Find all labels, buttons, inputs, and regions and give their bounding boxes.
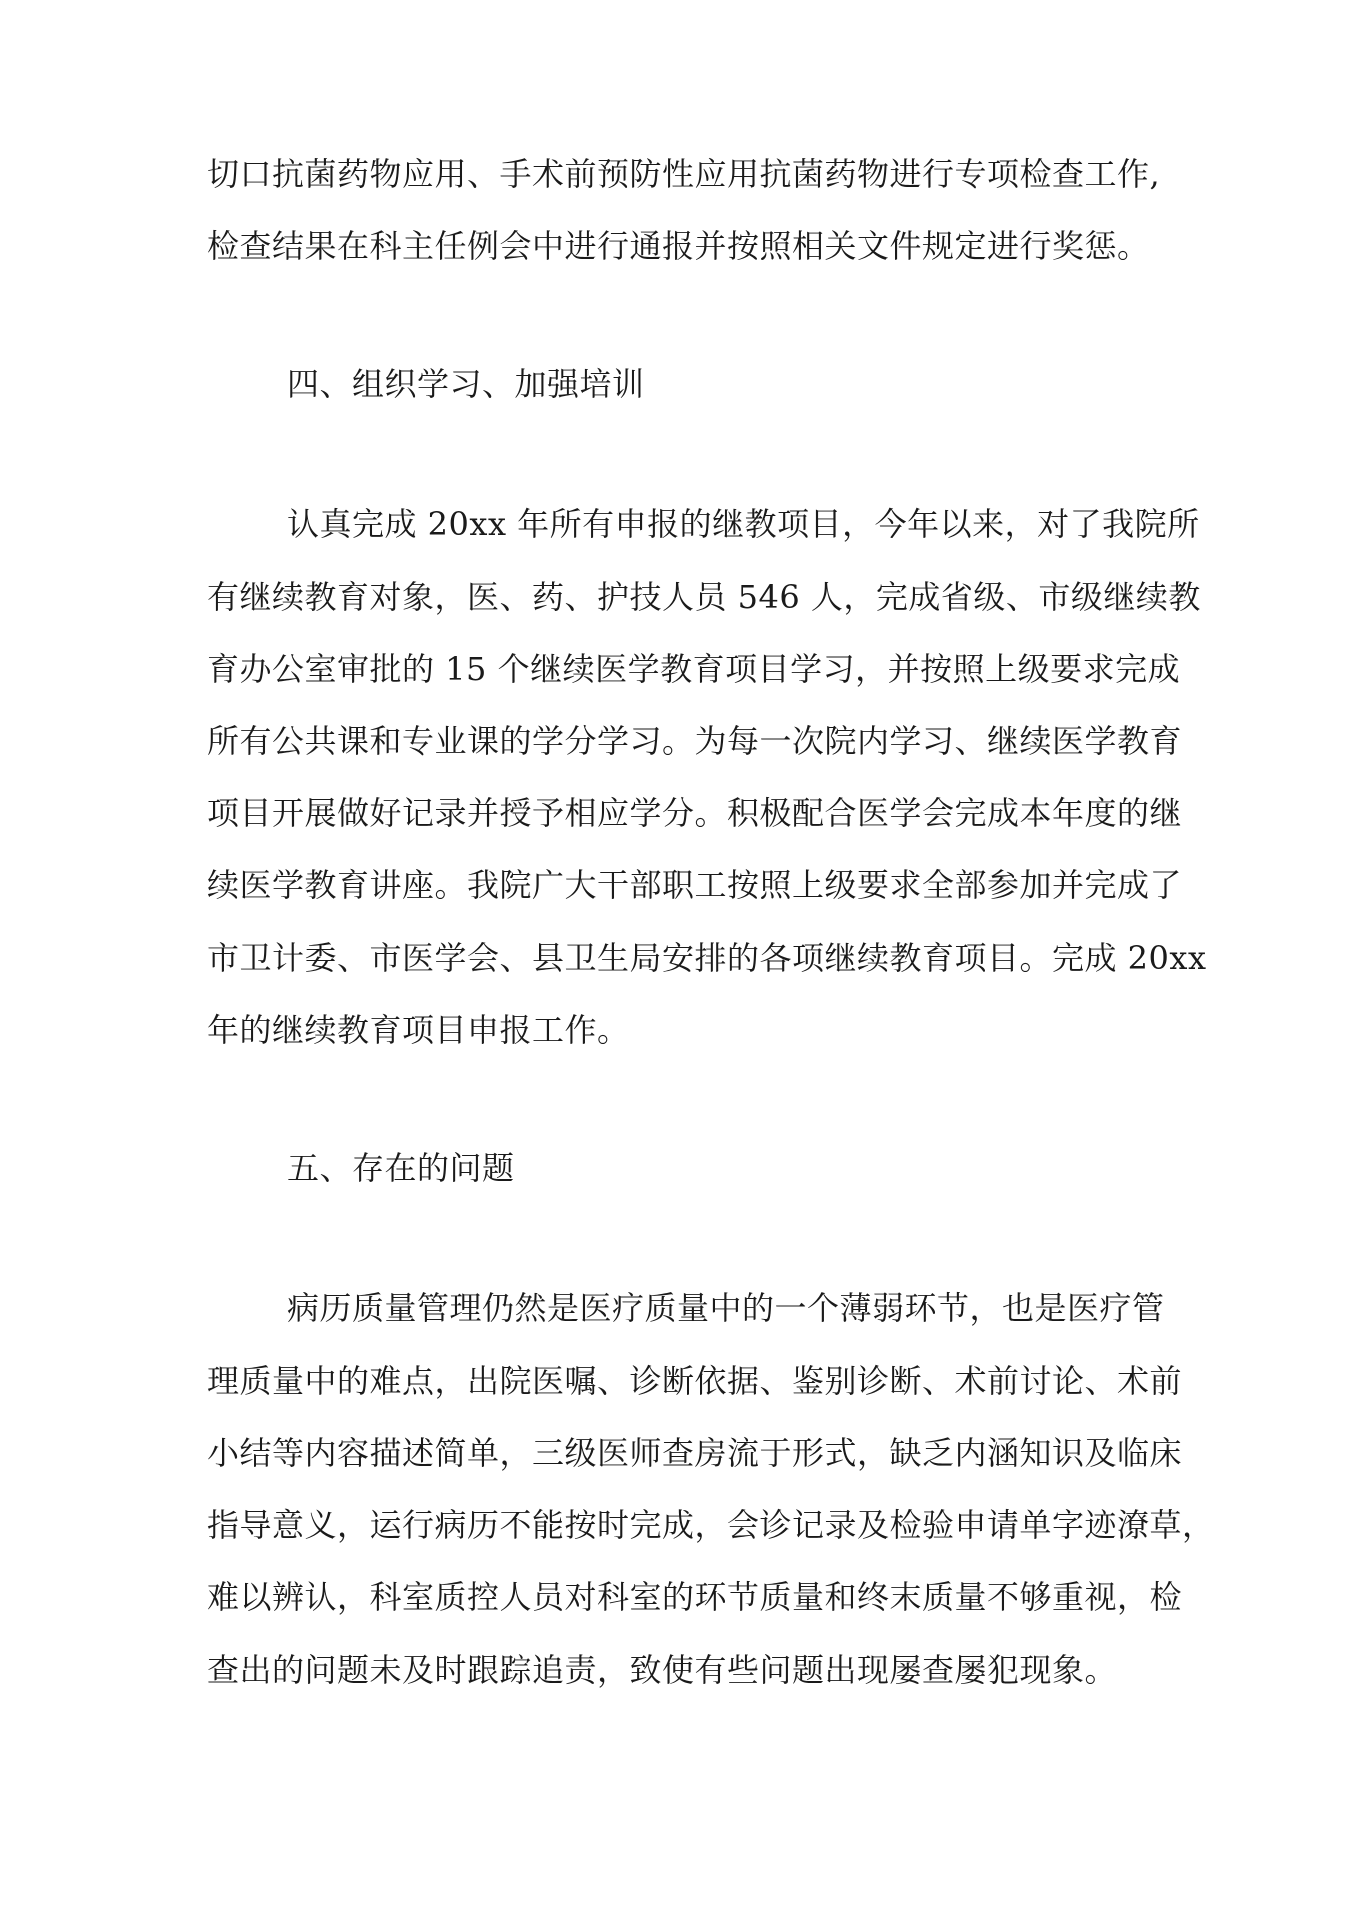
paragraph-1-line-2: 检查结果在科主任例会中进行通报并按照相关文件规定进行奖惩。 <box>207 227 1150 265</box>
section-heading-5: 五、存在的问题 <box>287 1149 515 1187</box>
paragraph-3-line-6: 查出的问题未及时跟踪追责，致使有些问题出现屡查屡犯现象。 <box>207 1651 1118 1689</box>
paragraph-3-line-5: 难以辨认，科室质控人员对科室的环节质量和终末质量不够重视，检 <box>207 1578 1183 1616</box>
paragraph-1-line-1: 切口抗菌药物应用、手术前预防性应用抗菌药物进行专项检查工作, <box>207 155 1161 193</box>
paragraph-2-line-7: 市卫计委、市医学会、县卫生局安排的各项继续教育项目。完成 20xx <box>207 939 1207 977</box>
paragraph-2-line-8: 年的继续教育项目申报工作。 <box>207 1011 630 1049</box>
paragraph-3-line-1: 病历质量管理仍然是医疗质量中的一个薄弱环节，也是医疗管 <box>287 1289 1165 1327</box>
paragraph-2-line-5: 项目开展做好记录并授予相应学分。积极配合医学会完成本年度的继 <box>207 794 1183 832</box>
paragraph-3-line-2: 理质量中的难点，出院医嘱、诊断依据、鉴别诊断、术前讨论、术前 <box>207 1362 1183 1400</box>
paragraph-2-line-6: 续医学教育讲座。我院广大干部职工按照上级要求全部参加并完成了 <box>207 866 1183 904</box>
paragraph-2-line-3: 育办公室审批的 15 个继续医学教育项目学习，并按照上级要求完成 <box>207 650 1181 688</box>
section-heading-4: 四、组织学习、加强培训 <box>287 365 645 403</box>
paragraph-3-line-3: 小结等内容描述简单，三级医师查房流于形式，缺乏内涵知识及临床 <box>207 1434 1183 1472</box>
paragraph-3-line-4: 指导意义，运行病历不能按时完成，会诊记录及检验申请单字迹潦草， <box>207 1506 1215 1544</box>
paragraph-2-line-4: 所有公共课和专业课的学分学习。为每一次院内学习、继续医学教育 <box>207 722 1183 760</box>
paragraph-2-line-2: 有继续教育对象，医、药、护技人员 546 人，完成省级、市级继续教 <box>207 578 1201 616</box>
paragraph-2-line-1: 认真完成 20xx 年所有申报的继教项目，今年以来，对了我院所 <box>287 505 1200 543</box>
